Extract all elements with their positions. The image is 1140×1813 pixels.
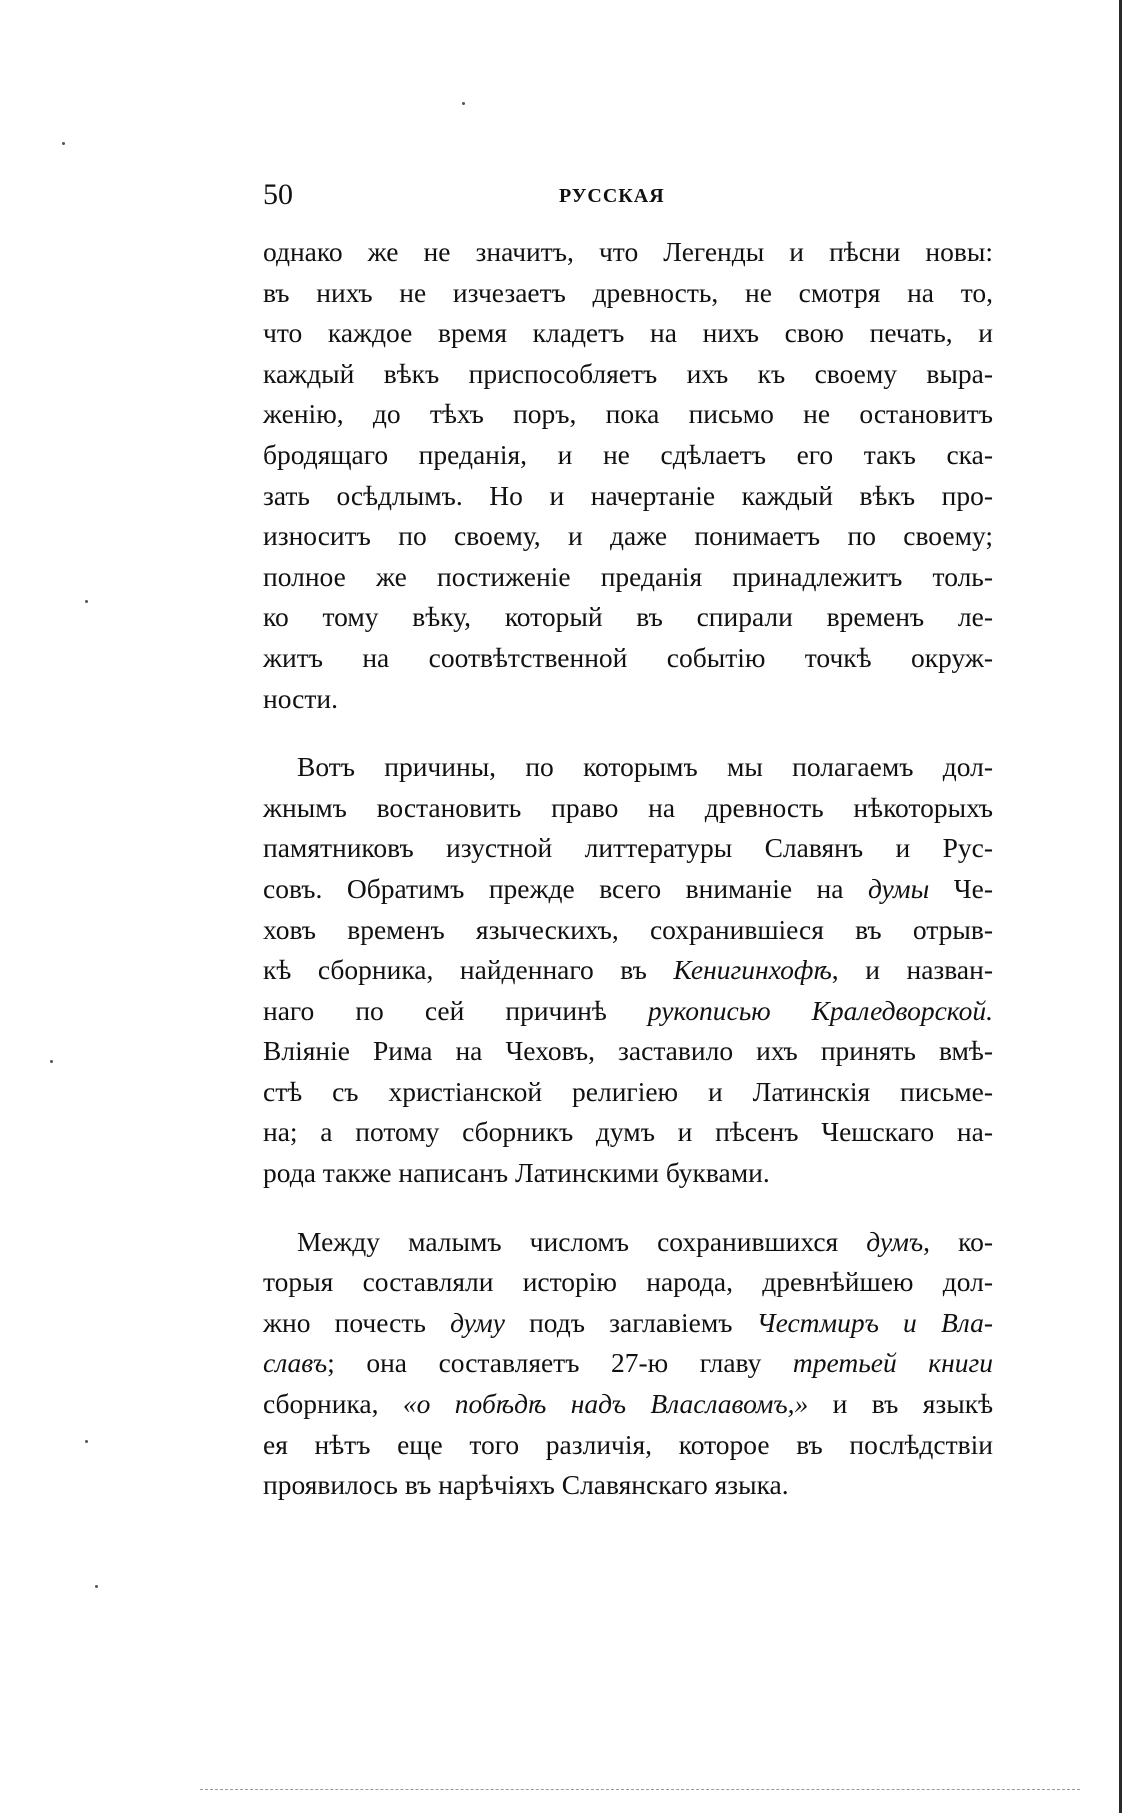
text-line bbox=[263, 1384, 993, 1425]
text-line: износитъ по своему, и даже понимаетъ по своему; bbox=[263, 520, 993, 552]
text-line: бродящаго преданія, и не сдѣлаетъ его такъ ска- bbox=[263, 438, 993, 470]
text-line: торыя составляли исторію народа, древнѣйшею дол- bbox=[263, 1266, 993, 1298]
text-line: проявилось въ нарѣчіяхъ Славянскаго языка. bbox=[263, 1469, 789, 1501]
text-line: памятниковъ изустной литтературы Славянъ и Рус- bbox=[263, 832, 993, 864]
text-run: Между малымъ числомъ сохранившихся bbox=[297, 1225, 867, 1257]
paragraph-gap bbox=[263, 719, 993, 747]
text-run: , ко- bbox=[923, 1225, 993, 1257]
text-line: ховъ временъ языческихъ, сохранившіеся въ отрыв- bbox=[263, 913, 993, 945]
text-line bbox=[263, 1343, 993, 1384]
text-run: и въ языкѣ bbox=[808, 1388, 993, 1420]
text-line: ея нѣтъ еще того различія, которое въ послѣдствіи bbox=[263, 1428, 993, 1460]
text-run: Че- bbox=[929, 872, 993, 904]
text-line: Вліяніе Рима на Чеховъ, заставило ихъ принять вмѣ- bbox=[263, 1035, 993, 1067]
text-run: жно почесть bbox=[263, 1306, 451, 1338]
paragraph-2 bbox=[263, 747, 993, 1194]
text-line: что каждое время кладетъ на нихъ свою печать, и bbox=[263, 317, 993, 349]
text-line bbox=[263, 1222, 993, 1263]
text-run: кѣ сборника, найденнаго въ bbox=[263, 954, 674, 986]
text-run: подъ заглавіемъ bbox=[504, 1306, 757, 1338]
running-head: РУССКАЯ bbox=[559, 185, 665, 207]
italic-term: думы bbox=[867, 872, 930, 904]
italic-term: Честмиръ и Вла- bbox=[756, 1306, 993, 1338]
italic-term: Кенигинхофѣ bbox=[673, 954, 832, 986]
italic-term: «о побѣдѣ надъ Влаславомъ,» bbox=[402, 1388, 809, 1420]
paper-speck bbox=[62, 142, 65, 145]
paragraph-3 bbox=[263, 1222, 993, 1506]
text-line bbox=[263, 869, 993, 910]
text-run: сборника, bbox=[263, 1388, 403, 1420]
text-line: каждый вѣкъ приспособляетъ ихъ къ своему выра- bbox=[263, 357, 993, 389]
paper-speck bbox=[85, 600, 88, 603]
text-line: рода также написанъ Латинскими буквами. bbox=[263, 1157, 770, 1189]
text-run: , и назван- bbox=[831, 954, 993, 986]
italic-term: рукописью Краледворской. bbox=[647, 994, 993, 1026]
text-line: однако же не значитъ, что Легенды и пѣсни новы: bbox=[263, 236, 993, 267]
text-line: зать осѣдлымъ. Но и начертаніе каждый вѣкъ про- bbox=[263, 479, 993, 511]
text-run: ; она составляетъ 27-ю главу bbox=[327, 1347, 793, 1379]
text-line: женію, до тѣхъ поръ, пока письмо не остановитъ bbox=[263, 398, 993, 430]
paper-speck bbox=[462, 102, 465, 105]
text-line bbox=[263, 991, 993, 1032]
text-line: въ нихъ не изчезаетъ древность, не смотря на то, bbox=[263, 276, 993, 308]
paragraph-1 bbox=[263, 232, 993, 719]
text-line: ко тому вѣку, который въ спирали временъ ле- bbox=[263, 601, 993, 633]
text-line: на; а потому сборникъ думъ и пѣсенъ Чешскаго на- bbox=[263, 1116, 993, 1148]
text-line: Вотъ причины, по которымъ мы полагаемъ дол- bbox=[297, 751, 993, 783]
italic-term: думъ bbox=[866, 1225, 924, 1257]
text-line bbox=[263, 950, 993, 991]
text-line: ности. bbox=[263, 682, 338, 714]
paper-speck bbox=[95, 1585, 98, 1588]
page-number: 50 bbox=[263, 178, 293, 211]
italic-term: думу bbox=[450, 1306, 505, 1338]
body-text bbox=[263, 232, 993, 1506]
text-line: полное же постиженіе преданія принадлежитъ толь- bbox=[263, 560, 993, 592]
paper-speck bbox=[85, 1440, 88, 1443]
italic-term: славъ bbox=[263, 1347, 328, 1379]
paragraph-gap bbox=[263, 1194, 993, 1222]
page-bottom-edge bbox=[200, 1789, 1080, 1791]
page-header bbox=[263, 175, 993, 215]
text-run: наго по сей причинѣ bbox=[263, 994, 648, 1026]
text-line: жнымъ востановить право на древность нѣкоторыхъ bbox=[263, 791, 993, 823]
text-line: стѣ съ христіанской религіею и Латинскія письме- bbox=[263, 1075, 993, 1107]
page-edge-shadow bbox=[1119, 0, 1122, 1813]
paper-speck bbox=[50, 1060, 53, 1063]
text-line: житъ на соотвѣтственной событію точкѣ окруж- bbox=[263, 641, 993, 673]
italic-term: третьей книги bbox=[792, 1347, 993, 1379]
text-line bbox=[263, 1303, 993, 1344]
text-run: совъ. Обратимъ прежде всего вниманіе на bbox=[263, 872, 868, 904]
